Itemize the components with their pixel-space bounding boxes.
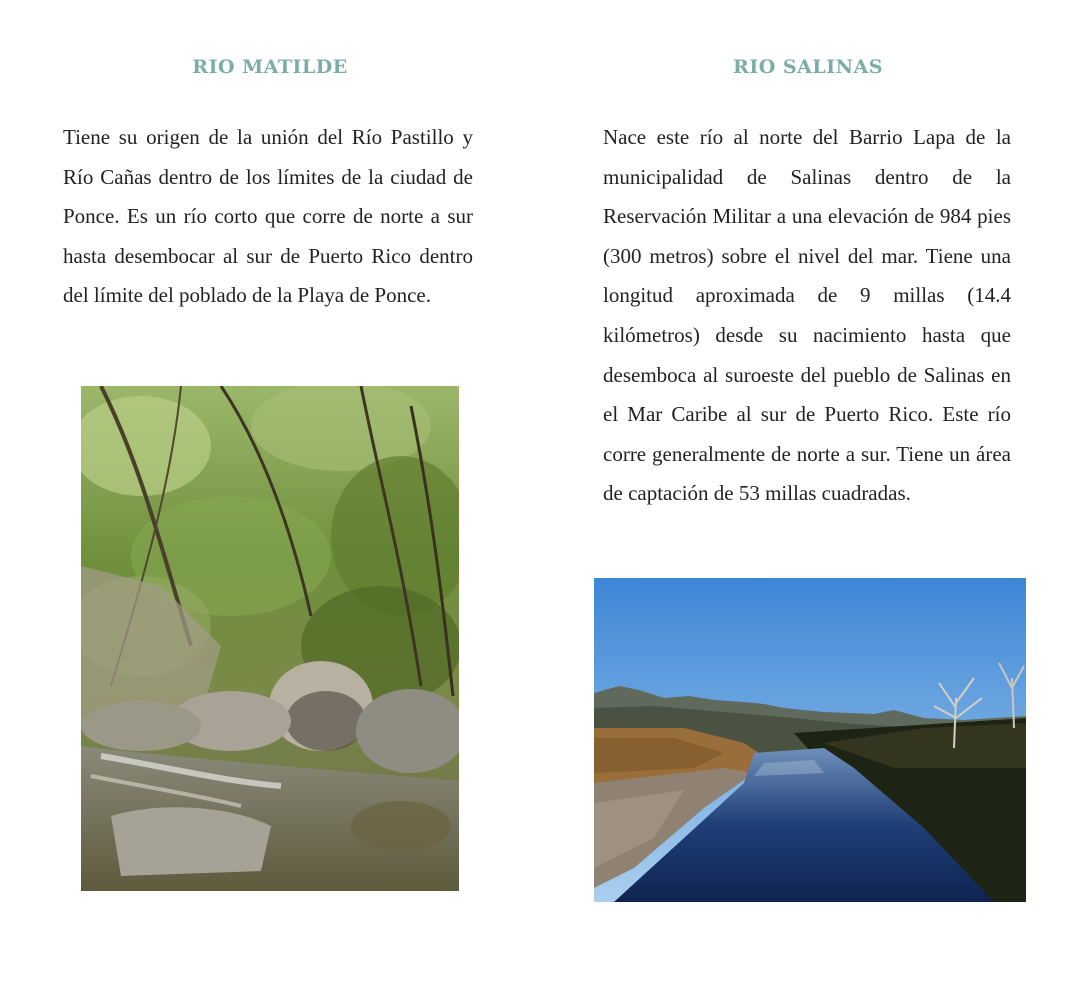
rio-salinas-title: RIO SALINAS xyxy=(733,56,883,78)
rio-matilde-photo xyxy=(81,386,459,891)
rio-matilde-description: Tiene su origen de la unión del Río Pastillo y Río Cañas dentro de los límites de la ciudad de Ponce. Es un río corto que corre de norte a sur hasta desembocar al sur de Puerto Rico dentro del límite del poblado de la Playa de Ponce. xyxy=(63,125,473,308)
rio-matilde-title: RIO MATILDE xyxy=(192,56,348,78)
rio-salinas-description: Nace este río al norte del Barrio Lapa de la municipalidad de Salinas dentro de la Reservación Militar a una elevación de 984 pies (300 metros) sobre el nivel del mar. Tiene una longitud aproximada de 9 millas (14.4 kilómetros) desde su nacimiento hasta que desemboca al suroeste del pueblo de Salinas en el Mar Caribe al sur de Puerto Rico. Este río corre generalmente de norte a sur. Tiene un área de captación de 53 millas cuadradas. xyxy=(603,125,1011,506)
rio-salinas-photo xyxy=(594,578,1026,902)
